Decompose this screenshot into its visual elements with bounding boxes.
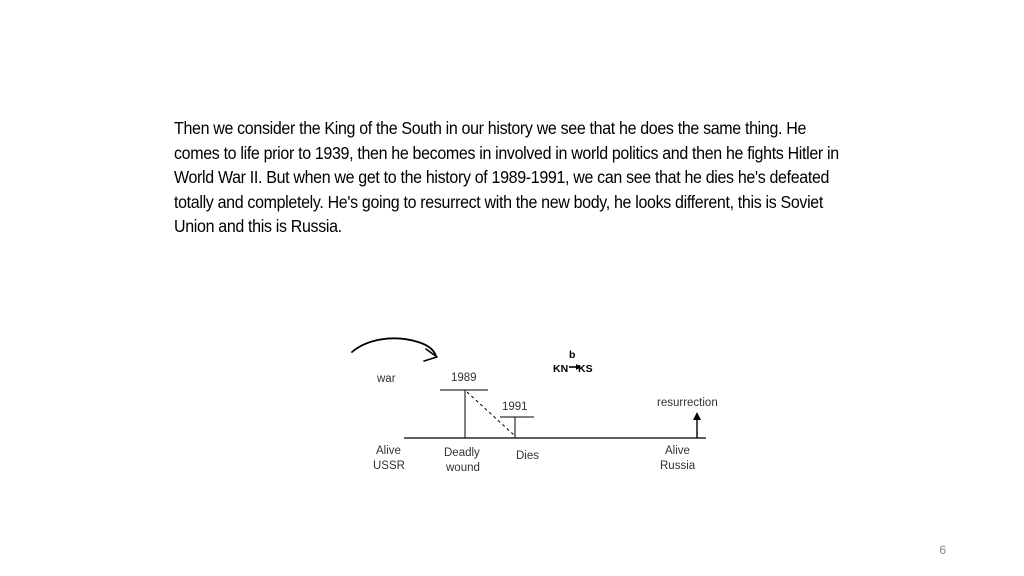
resurrection-arrow-head xyxy=(693,412,701,420)
war-label: war xyxy=(377,373,396,385)
alive-russia-line1: Alive xyxy=(665,445,690,457)
deadly-wound-line1: Deadly xyxy=(444,447,480,459)
decline-dashed-line xyxy=(467,392,514,435)
alive-ussr-line1: Alive xyxy=(376,445,401,457)
curved-arrow-head xyxy=(424,349,437,361)
page-number: 6 xyxy=(939,543,946,557)
kn-label: KN xyxy=(553,363,569,375)
alive-ussr-line2: USSR xyxy=(373,460,405,472)
curved-arrow xyxy=(352,338,436,356)
resurrection-label: resurrection xyxy=(657,397,718,409)
year-1989-label: 1989 xyxy=(451,372,477,384)
alive-russia-line2: Russia xyxy=(660,460,696,472)
deadly-wound-line2: wound xyxy=(446,462,480,474)
ks-label: KS xyxy=(578,363,593,375)
dies-label: Dies xyxy=(516,450,540,462)
b-label: b xyxy=(569,349,576,361)
year-1991-label: 1991 xyxy=(502,401,528,413)
body-paragraph: Then we consider the King of the South in our history we see that he does the same thing. He comes to life prior to 1939, then he becomes in involved in world politics and then he fights Hitler in World War II. But when we get to the history of 1989-1991, we can see that he dies he's defeated totally and completely. He's going to resurrect with the new body, he looks different, this is Soviet Union and this is Russia. xyxy=(174,118,839,236)
